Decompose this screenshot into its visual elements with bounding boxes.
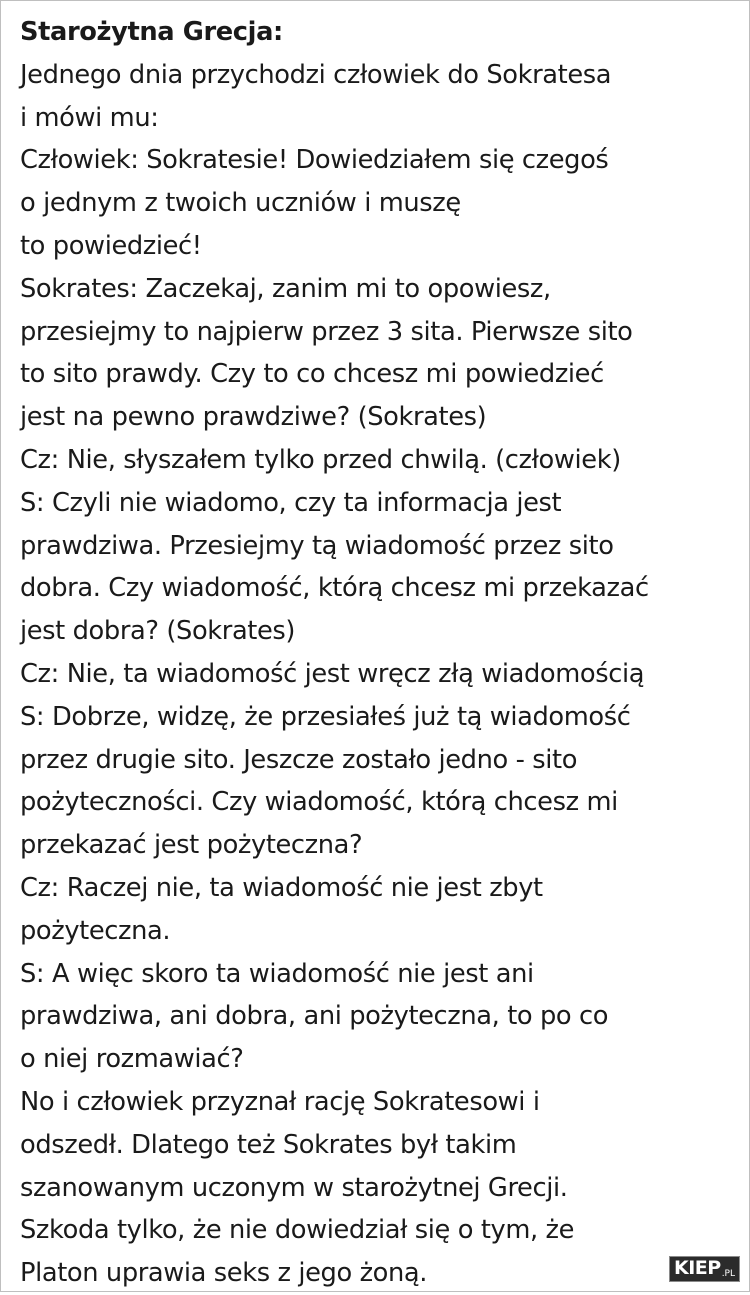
watermark-main-text: KIEP — [673, 1257, 721, 1279]
story-line: Szkoda tylko, że nie dowiedział się o tym, że — [20, 1215, 575, 1246]
story-line: Jednego dnia przychodzi człowiek do Sokratesa — [20, 59, 612, 90]
story-line: jest na pewno prawdziwe? (Sokrates) — [20, 402, 487, 433]
story-line: odszedł. Dlatego też Sokrates był takim — [20, 1129, 517, 1160]
story-line: S: Czyli nie wiadomo, czy ta informacja jest — [20, 487, 562, 518]
story-line: przesiejmy to najpierw przez 3 sita. Pierwsze sito — [20, 316, 633, 347]
story-line: S: A więc skoro ta wiadomość nie jest ani — [20, 958, 534, 989]
story-line: prawdziwa, ani dobra, ani pożyteczna, to po co — [20, 1001, 609, 1032]
kiep-watermark-logo — [669, 1256, 740, 1282]
text-block — [20, 11, 740, 1295]
story-line: Sokrates: Zaczekaj, zanim mi to opowiesz, — [20, 273, 551, 304]
story-line: szanowanym uczonym w starożytnej Grecji. — [20, 1172, 568, 1203]
story-line: to sito prawdy. Czy to co chcesz mi powiedzieć — [20, 359, 604, 390]
story-line: pożyteczna. — [20, 915, 171, 946]
story-line: S: Dobrze, widzę, że przesiałeś już tą wiadomość — [20, 701, 631, 732]
story-line: pożyteczności. Czy wiadomość, którą chcesz mi — [20, 787, 618, 818]
story-line: przekazać jest pożyteczna? — [20, 830, 363, 861]
story-line: No i człowiek przyznał rację Sokratesowi i — [20, 1086, 540, 1117]
story-line: to powiedzieć! — [20, 230, 202, 261]
story-line: Cz: Raczej nie, ta wiadomość nie jest zbyt — [20, 872, 543, 903]
watermark-suffix-text: .PL — [721, 1269, 735, 1279]
story-body — [20, 54, 740, 1295]
story-line: Człowiek: Sokratesie! Dowiedziałem się czegoś — [20, 145, 609, 176]
story-line: i mówi mu: — [20, 102, 159, 133]
story-line: o niej rozmawiać? — [20, 1044, 244, 1075]
story-line: dobra. Czy wiadomość, którą chcesz mi przekazać — [20, 573, 649, 604]
story-line: Cz: Nie, ta wiadomość jest wręcz złą wiadomością — [20, 658, 645, 689]
story-line: o jednym z twoich uczniów i muszę — [20, 188, 461, 219]
story-line: prawdziwa. Przesiejmy tą wiadomość przez sito — [20, 530, 614, 561]
story-line: jest dobra? (Sokrates) — [20, 616, 296, 647]
story-title: Starożytna Grecja: — [20, 17, 283, 47]
story-line: Cz: Nie, słyszałem tylko przed chwilą. (człowiek) — [20, 444, 621, 475]
story-line: Platon uprawia seks z jego żoną. — [20, 1258, 428, 1289]
story-line: przez drugie sito. Jeszcze zostało jedno - sito — [20, 744, 578, 775]
